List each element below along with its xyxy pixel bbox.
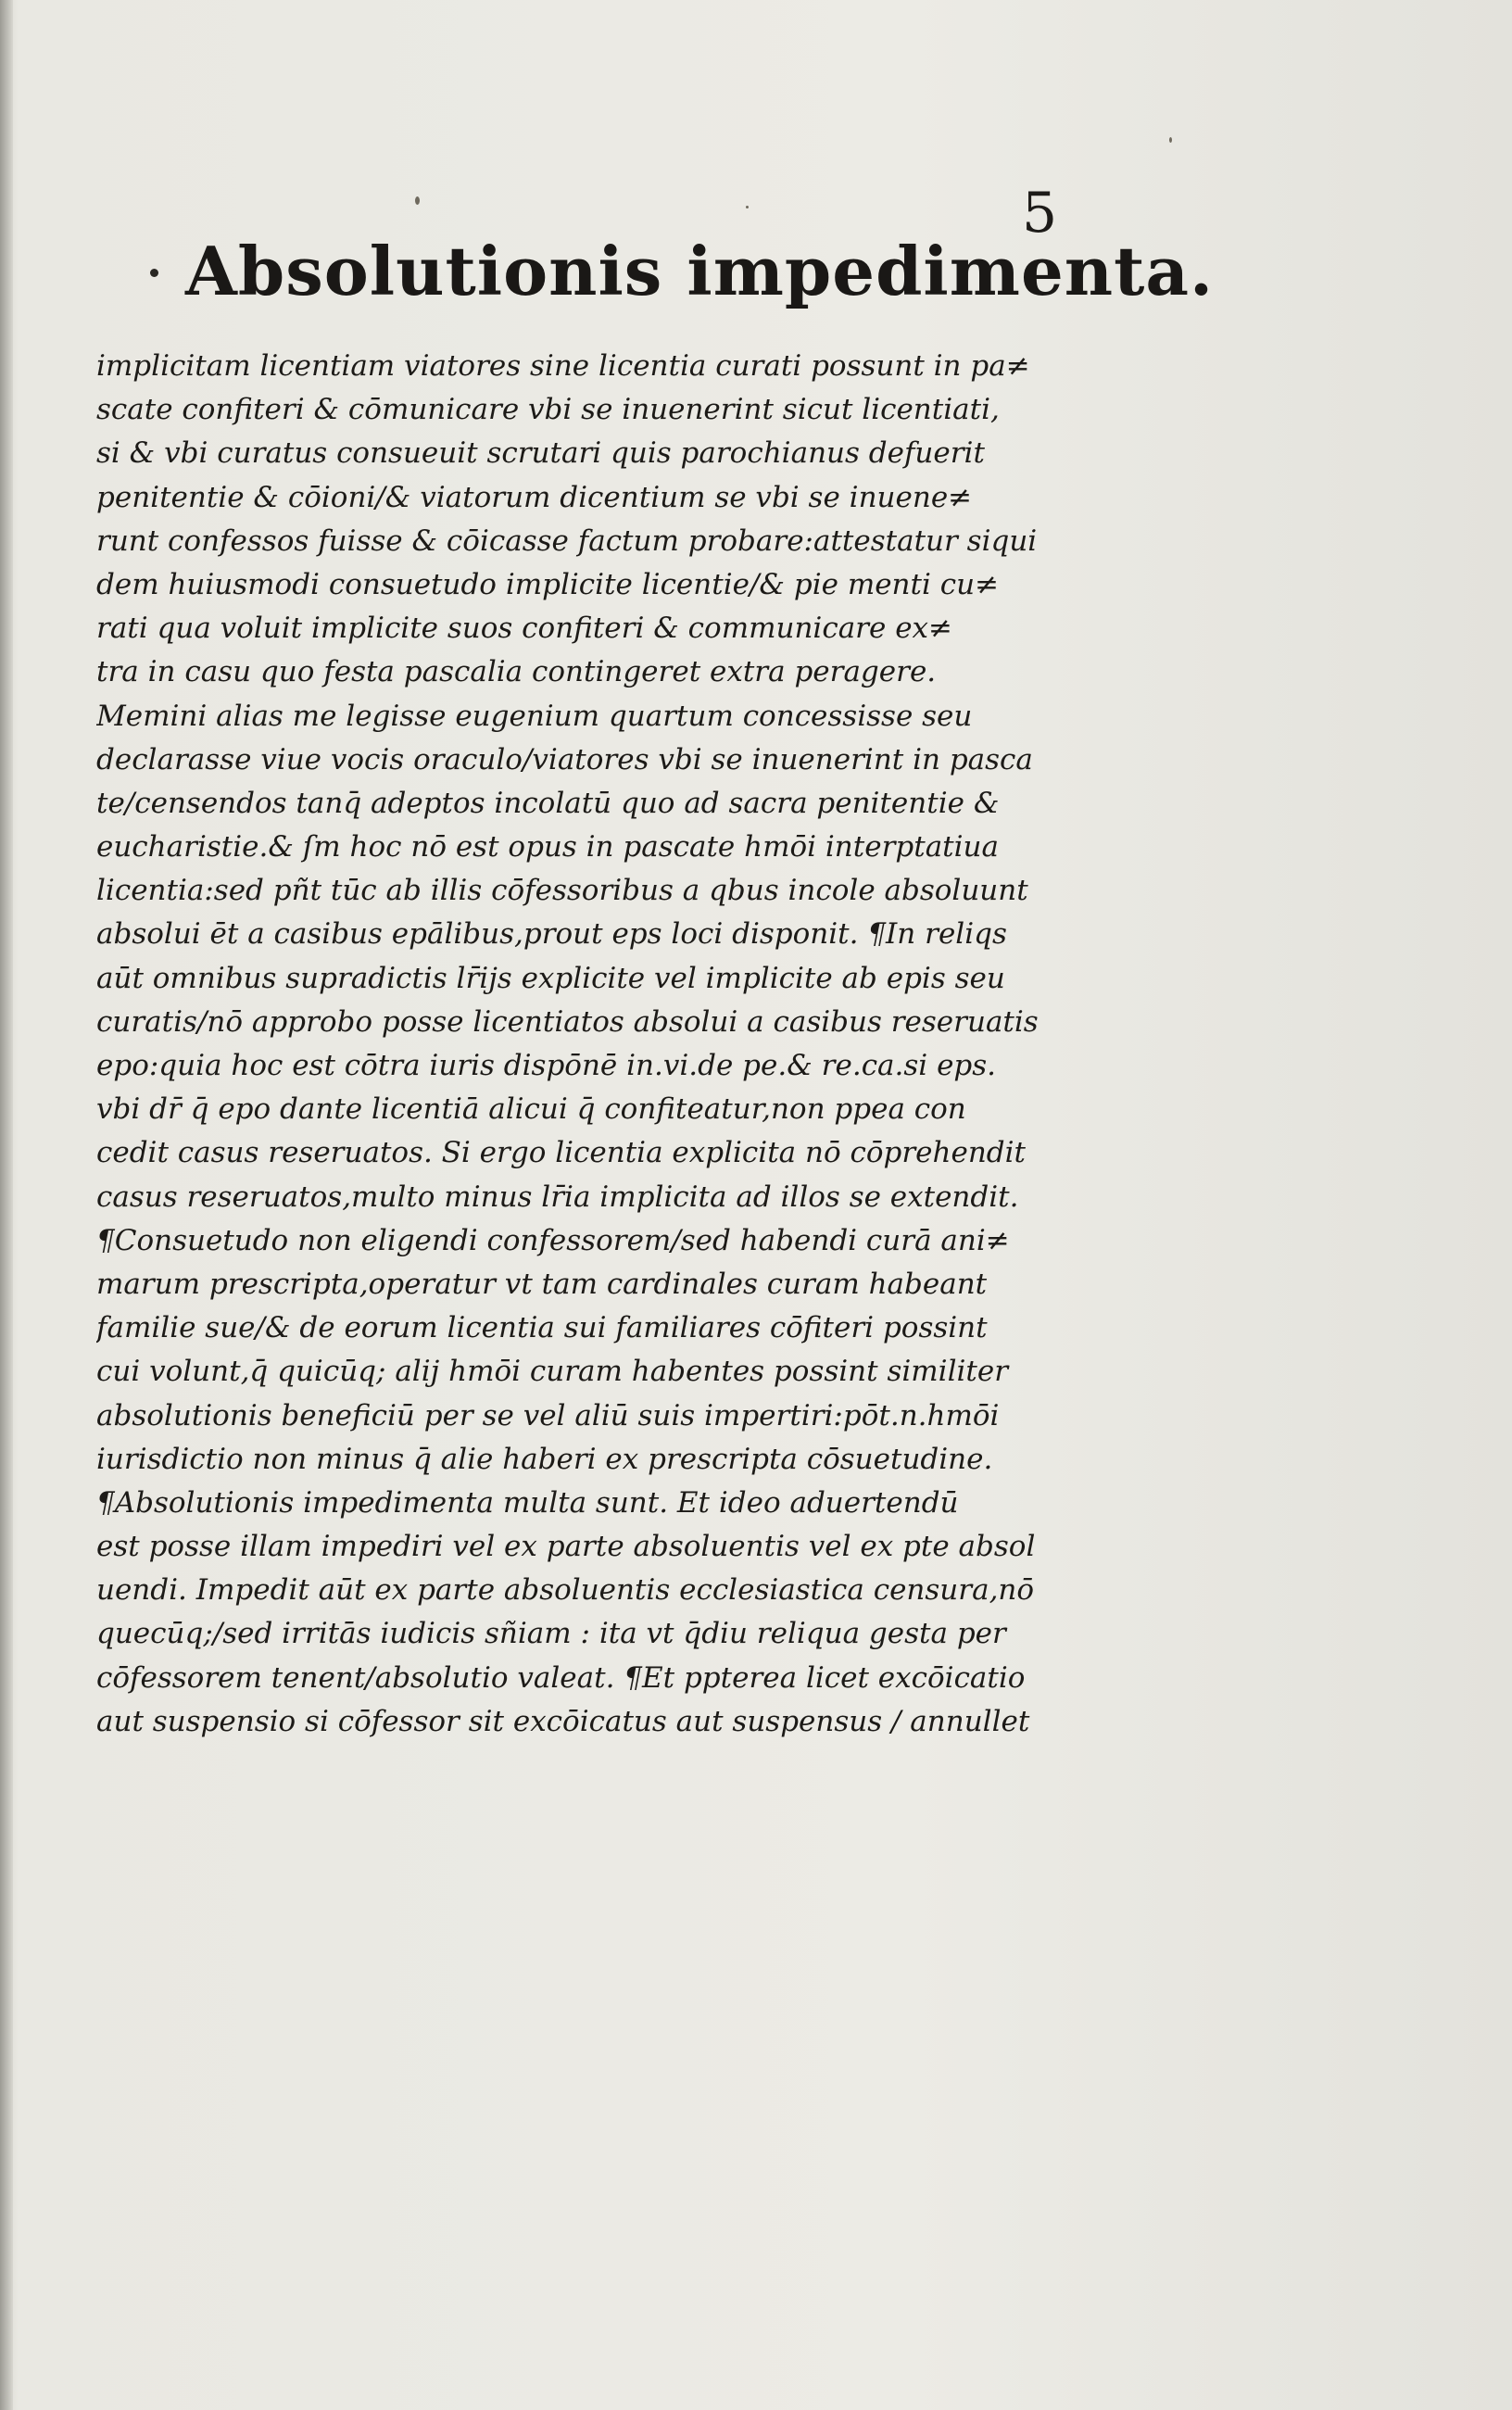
text-line: implicitam licentiam viatores sine licentia curati possunt in pa≠ — [96, 349, 1030, 383]
text-line: familie sue/& de eorum licentia sui familiares cōfiteri possint — [96, 1311, 988, 1345]
text-line: te/censendos tanq̄ adeptos incolatū quo ad sacra penitentie & — [96, 786, 1000, 820]
text-line: absolui ēt a casibus epālibus,prout eps loci disponit. ¶In reliqs — [96, 917, 1007, 952]
text-line: casus reseruatos,multo minus lr̄ia implicita ad illos se extendit. — [96, 1180, 1019, 1214]
ink-speck — [1169, 137, 1172, 143]
text-line: iurisdictio non minus q̄ alie haberi ex prescripta cōsuetudine. — [96, 1442, 993, 1476]
text-line: scate confiteri & cōmunicare vbi se inuenerint sicut licentiati, — [96, 393, 1000, 427]
text-line: rati qua voluit implicite suos confiteri & communicare ex≠ — [96, 612, 953, 646]
text-line: cui volunt,q̄ quicūq; alij hmōi curam habentes possint similiter — [96, 1355, 1009, 1389]
text-line: absolutionis beneficiū per se vel aliū suis impertiri:pōt.n.hmōi — [96, 1398, 1000, 1432]
text-line: epo:quia hoc est cōtra iuris dispōnē in.vi.de pe.& re.ca.si eps. — [96, 1049, 997, 1082]
text-line: curatis/nō approbo posse licentiatos absolui a casibus reseruatis — [96, 1004, 1039, 1039]
folio-number: 5 — [1022, 181, 1058, 246]
page-gutter-shadow — [0, 0, 13, 2410]
text-line: licentia:sed pñt tūc ab illis cōfessoribus a qbus incole absoluunt — [96, 874, 1028, 908]
text-line: ¶Absolutionis impedimenta multa sunt. Et ideo aduertendū — [96, 1485, 959, 1520]
text-line: cōfessorem tenent/absolutio valeat. ¶Et ppterea licet excōicatio — [96, 1660, 1026, 1695]
ink-speck — [415, 196, 420, 205]
text-line: ¶Consuetudo non eligendi confessorem/sed habendi curā ani≠ — [96, 1223, 1010, 1257]
text-line: uendi. Impedit aūt ex parte absoluentis ecclesiastica censura,nō — [96, 1573, 1035, 1608]
text-line: cedit casus reseruatos. Si ergo licentia explicita nō cōprehendit — [96, 1136, 1027, 1170]
text-line: aut suspensio si cōfessor sit excōicatus aut suspensus / annullet — [96, 1704, 1030, 1738]
text-line: tra in casu quo festa pascalia contingeret extra peragere. — [96, 655, 937, 689]
text-line: penitentie & cōioni/& viatorum dicentium se vbi se inuene≠ — [96, 480, 973, 514]
text-line: aūt omnibus supradictis lr̄ijs explicite vel implicite ab epis seu — [96, 961, 1005, 995]
text-line: est posse illam impediri vel ex parte absoluentis vel ex pte absol — [96, 1530, 1036, 1564]
text-line: dem huiusmodi consuetudo implicite licentie/& pie menti cu≠ — [96, 567, 1000, 601]
text-line: eucharistie.& ſm hoc nō est opus in pascate hmōi interptatiua — [96, 830, 1000, 864]
page-heading: Absolutionis impedimenta. — [185, 232, 1215, 310]
text-line: quecūq;/sed irritās iudicis sñiam : ita vt q̄diu reliqua gesta per — [96, 1617, 1006, 1651]
heading-mark — [150, 269, 158, 277]
text-line: marum prescripta,operatur vt tam cardinales curam habeant — [96, 1267, 988, 1301]
body-text — [96, 345, 1041, 1744]
text-line: vbi dr̄ q̄ epo dante licentiā alicui q̄ confiteatur,non ppea con — [96, 1092, 966, 1127]
text-line: si & vbi curatus consueuit scrutari quis parochianus defuerit — [96, 436, 985, 471]
ink-speck — [746, 206, 749, 208]
text-line: Memini alias me legisse eugenium quartum concessisse seu — [96, 699, 973, 733]
text-line: declarasse viue vocis oraculo/viatores vbi se inuenerint in pasca — [96, 742, 1033, 776]
text-line: runt confessos fuisse & cōicasse factum probare:attestatur siqui — [96, 524, 1038, 558]
